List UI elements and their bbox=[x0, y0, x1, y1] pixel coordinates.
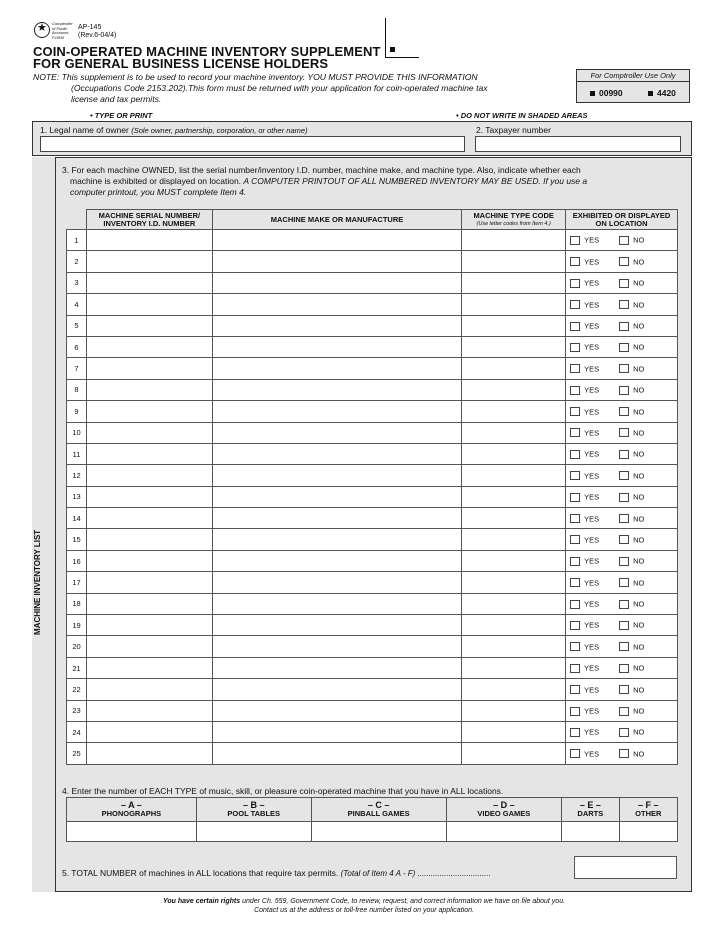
machine-make-cell[interactable] bbox=[212, 230, 462, 251]
no-checkbox[interactable] bbox=[619, 471, 629, 480]
machine-make-cell[interactable] bbox=[212, 550, 462, 571]
row-number: 11 bbox=[67, 443, 87, 464]
yes-checkbox[interactable] bbox=[570, 300, 580, 309]
no-checkbox[interactable] bbox=[619, 664, 629, 673]
machine-type-header: – B – POOL TABLES bbox=[196, 798, 311, 822]
table-row bbox=[67, 615, 678, 636]
yes-label: YES bbox=[584, 685, 600, 695]
yes-checkbox[interactable] bbox=[570, 514, 580, 523]
yes-label: YES bbox=[584, 492, 600, 502]
no-label: NO bbox=[633, 556, 645, 566]
exhibited-cell bbox=[566, 358, 678, 379]
machine-make-cell[interactable] bbox=[212, 615, 462, 636]
exhibited-cell bbox=[566, 636, 678, 657]
no-checkbox[interactable] bbox=[619, 642, 629, 651]
yes-checkbox[interactable] bbox=[570, 364, 580, 373]
yes-checkbox[interactable] bbox=[570, 578, 580, 587]
machine-type-cell[interactable] bbox=[462, 294, 566, 315]
yes-label: YES bbox=[584, 278, 600, 288]
no-checkbox[interactable] bbox=[619, 407, 629, 416]
machine-type-count-field[interactable] bbox=[562, 822, 620, 842]
table-row bbox=[67, 550, 678, 571]
no-checkbox[interactable] bbox=[619, 621, 629, 630]
serial-number-cell[interactable] bbox=[86, 230, 212, 251]
serial-number-cell[interactable] bbox=[86, 379, 212, 400]
table-row bbox=[67, 251, 678, 272]
no-checkbox[interactable] bbox=[619, 535, 629, 544]
yes-checkbox[interactable] bbox=[570, 728, 580, 737]
exhibited-cell bbox=[566, 593, 678, 614]
row-number: 16 bbox=[67, 550, 87, 571]
yes-label: YES bbox=[584, 257, 600, 267]
yes-checkbox[interactable] bbox=[570, 535, 580, 544]
table-row bbox=[67, 679, 678, 700]
yes-label: YES bbox=[584, 556, 600, 566]
machine-make-cell[interactable] bbox=[212, 251, 462, 272]
serial-number-cell[interactable] bbox=[86, 251, 212, 272]
row-number: 21 bbox=[67, 657, 87, 678]
exhibited-cell bbox=[566, 615, 678, 636]
serial-number-cell[interactable] bbox=[86, 572, 212, 593]
table-row bbox=[67, 593, 678, 614]
exhibited-cell bbox=[566, 572, 678, 593]
item3-instructions: 3. For each machine OWNED, list the serial number/inventory I.D. number, machine make, and machine type. Also, indicate whether each machine is exhibited or displayed on location. A COMPUTER PRINTOUT OF ALL NUMBERED INVENTORY MAY BE USED. If you use a computer printout, you MUST complete Item 4. bbox=[62, 165, 588, 197]
machine-make-cell[interactable] bbox=[212, 486, 462, 507]
yes-label: YES bbox=[584, 235, 600, 245]
table-row bbox=[67, 272, 678, 293]
exhibited-cell bbox=[566, 294, 678, 315]
machine-make-cell[interactable] bbox=[212, 743, 462, 764]
row-number: 19 bbox=[67, 615, 87, 636]
yes-label: YES bbox=[584, 342, 600, 352]
no-checkbox[interactable] bbox=[619, 728, 629, 737]
yes-checkbox[interactable] bbox=[570, 428, 580, 437]
machine-make-cell[interactable] bbox=[212, 401, 462, 422]
machine-make-cell[interactable] bbox=[212, 272, 462, 293]
row-number: 3 bbox=[67, 272, 87, 293]
row-number: 10 bbox=[67, 422, 87, 443]
no-label: NO bbox=[633, 599, 645, 609]
no-label: NO bbox=[633, 257, 645, 267]
table-row bbox=[67, 336, 678, 357]
yes-label: YES bbox=[584, 300, 600, 310]
yes-checkbox[interactable] bbox=[570, 557, 580, 566]
machine-make-cell[interactable] bbox=[212, 593, 462, 614]
machine-type-count-field[interactable] bbox=[619, 822, 677, 842]
yes-label: YES bbox=[584, 599, 600, 609]
table-row bbox=[67, 572, 678, 593]
machine-type-cell[interactable] bbox=[462, 615, 566, 636]
yes-label: YES bbox=[584, 620, 600, 630]
no-label: NO bbox=[633, 663, 645, 673]
machine-type-count-field[interactable] bbox=[446, 822, 562, 842]
row-number: 18 bbox=[67, 593, 87, 614]
state-seal-icon bbox=[34, 22, 50, 38]
machine-type-table bbox=[66, 797, 678, 842]
serial-number-cell[interactable] bbox=[86, 486, 212, 507]
no-checkbox[interactable] bbox=[619, 557, 629, 566]
exhibited-cell bbox=[566, 721, 678, 742]
machine-type-cell[interactable] bbox=[462, 679, 566, 700]
no-checkbox[interactable] bbox=[619, 236, 629, 245]
table-row bbox=[67, 721, 678, 742]
table-row bbox=[67, 230, 678, 251]
taxpayer-number-label: 2. Taxpayer number bbox=[476, 125, 551, 135]
machine-type-header: – D – VIDEO GAMES bbox=[446, 798, 562, 822]
serial-number-cell[interactable] bbox=[86, 636, 212, 657]
table-row bbox=[67, 529, 678, 550]
yes-checkbox[interactable] bbox=[570, 257, 580, 266]
form-title: COIN-OPERATED MACHINE INVENTORY SUPPLEMENT FOR GENERAL BUSINESS LICENSE HOLDERS bbox=[33, 44, 381, 71]
machine-type-cell[interactable] bbox=[462, 272, 566, 293]
machine-type-cell[interactable] bbox=[462, 315, 566, 336]
machine-type-header: – C – PINBALL GAMES bbox=[311, 798, 446, 822]
machine-type-header: – A – PHONOGRAPHS bbox=[67, 798, 197, 822]
serial-number-cell[interactable] bbox=[86, 294, 212, 315]
row-number: 23 bbox=[67, 700, 87, 721]
table-row bbox=[67, 636, 678, 657]
row-number: 9 bbox=[67, 401, 87, 422]
no-checkbox[interactable] bbox=[619, 514, 629, 523]
serial-number-cell[interactable] bbox=[86, 443, 212, 464]
machine-make-cell[interactable] bbox=[212, 636, 462, 657]
exhibited-cell bbox=[566, 443, 678, 464]
entry-mark bbox=[385, 18, 386, 58]
yes-checkbox[interactable] bbox=[570, 493, 580, 502]
no-checkbox[interactable] bbox=[619, 428, 629, 437]
table-row bbox=[67, 315, 678, 336]
no-label: NO bbox=[633, 385, 645, 395]
row-number: 5 bbox=[67, 315, 87, 336]
no-label: NO bbox=[633, 578, 645, 588]
header-exhibited: EXHIBITED OR DISPLAYED ON LOCATION bbox=[566, 210, 678, 230]
no-label: NO bbox=[633, 364, 645, 374]
machine-type-cell[interactable] bbox=[462, 401, 566, 422]
exhibited-cell bbox=[566, 272, 678, 293]
exhibited-cell bbox=[566, 508, 678, 529]
machine-type-cell[interactable] bbox=[462, 486, 566, 507]
no-checkbox[interactable] bbox=[619, 707, 629, 716]
no-checkbox[interactable] bbox=[619, 450, 629, 459]
machine-make-cell[interactable] bbox=[212, 294, 462, 315]
table-row bbox=[67, 743, 678, 764]
serial-number-cell[interactable] bbox=[86, 315, 212, 336]
row-number: 15 bbox=[67, 529, 87, 550]
serial-number-cell[interactable] bbox=[86, 529, 212, 550]
yes-checkbox[interactable] bbox=[570, 621, 580, 630]
no-label: NO bbox=[633, 449, 645, 459]
exhibited-cell bbox=[566, 379, 678, 400]
no-checkbox[interactable] bbox=[619, 300, 629, 309]
table-row bbox=[67, 358, 678, 379]
machine-type-cell[interactable] bbox=[462, 379, 566, 400]
no-label: NO bbox=[633, 492, 645, 502]
row-number: 12 bbox=[67, 465, 87, 486]
yes-checkbox[interactable] bbox=[570, 471, 580, 480]
machine-type-cell[interactable] bbox=[462, 657, 566, 678]
header-serial: MACHINE SERIAL NUMBER/ INVENTORY I.D. NUMBER bbox=[86, 210, 212, 230]
yes-label: YES bbox=[584, 663, 600, 673]
exhibited-cell bbox=[566, 743, 678, 764]
serial-number-cell[interactable] bbox=[86, 550, 212, 571]
type-or-print-note: • TYPE OR PRINT bbox=[90, 111, 153, 120]
yes-checkbox[interactable] bbox=[570, 600, 580, 609]
table-row bbox=[67, 422, 678, 443]
no-label: NO bbox=[633, 706, 645, 716]
yes-checkbox[interactable] bbox=[570, 685, 580, 694]
machine-type-cell[interactable] bbox=[462, 721, 566, 742]
no-label: NO bbox=[633, 514, 645, 524]
no-label: NO bbox=[633, 300, 645, 310]
row-number: 24 bbox=[67, 721, 87, 742]
machine-make-cell[interactable] bbox=[212, 657, 462, 678]
machine-make-cell[interactable] bbox=[212, 721, 462, 742]
serial-number-cell[interactable] bbox=[86, 700, 212, 721]
table-row bbox=[67, 657, 678, 678]
table-row bbox=[67, 401, 678, 422]
header-type: MACHINE TYPE CODE (Use letter codes from Item 4.) bbox=[462, 210, 566, 230]
yes-checkbox[interactable] bbox=[570, 236, 580, 245]
machine-type-cell[interactable] bbox=[462, 550, 566, 571]
machine-type-cell[interactable] bbox=[462, 700, 566, 721]
yes-checkbox[interactable] bbox=[570, 707, 580, 716]
machine-type-count-field[interactable] bbox=[196, 822, 311, 842]
machine-type-cell[interactable] bbox=[462, 443, 566, 464]
no-checkbox[interactable] bbox=[619, 493, 629, 502]
row-number: 17 bbox=[67, 572, 87, 593]
serial-number-cell[interactable] bbox=[86, 422, 212, 443]
no-label: NO bbox=[633, 685, 645, 695]
yes-label: YES bbox=[584, 642, 600, 652]
row-number: 8 bbox=[67, 379, 87, 400]
serial-number-cell[interactable] bbox=[86, 593, 212, 614]
machine-type-cell[interactable] bbox=[462, 336, 566, 357]
comptroller-code-2: 4420 bbox=[648, 88, 676, 98]
comptroller-use-heading: For Comptroller Use Only bbox=[577, 70, 689, 82]
no-label: NO bbox=[633, 642, 645, 652]
machine-type-header: – F – OTHER bbox=[619, 798, 677, 822]
machine-make-cell[interactable] bbox=[212, 422, 462, 443]
yes-checkbox[interactable] bbox=[570, 386, 580, 395]
yes-label: YES bbox=[584, 578, 600, 588]
exhibited-cell bbox=[566, 465, 678, 486]
exhibited-cell bbox=[566, 336, 678, 357]
inventory-table bbox=[66, 209, 678, 765]
entry-mark-line bbox=[385, 57, 419, 58]
machine-type-cell[interactable] bbox=[462, 529, 566, 550]
serial-number-cell[interactable] bbox=[86, 465, 212, 486]
serial-number-cell[interactable] bbox=[86, 721, 212, 742]
row-number: 13 bbox=[67, 486, 87, 507]
row-number: 14 bbox=[67, 508, 87, 529]
machine-make-cell[interactable] bbox=[212, 336, 462, 357]
no-label: NO bbox=[633, 428, 645, 438]
serial-number-cell[interactable] bbox=[86, 401, 212, 422]
machine-type-cell[interactable] bbox=[462, 465, 566, 486]
machine-make-cell[interactable] bbox=[212, 572, 462, 593]
machine-make-cell[interactable] bbox=[212, 529, 462, 550]
no-checkbox[interactable] bbox=[619, 578, 629, 587]
yes-label: YES bbox=[584, 449, 600, 459]
yes-label: YES bbox=[584, 706, 600, 716]
machine-make-cell[interactable] bbox=[212, 465, 462, 486]
machine-type-cell[interactable] bbox=[462, 358, 566, 379]
machine-type-count-field[interactable] bbox=[311, 822, 446, 842]
serial-number-cell[interactable] bbox=[86, 743, 212, 764]
machine-type-cell[interactable] bbox=[462, 422, 566, 443]
table-row bbox=[67, 465, 678, 486]
exhibited-cell bbox=[566, 315, 678, 336]
no-label: NO bbox=[633, 278, 645, 288]
exhibited-cell bbox=[566, 550, 678, 571]
no-checkbox[interactable] bbox=[619, 685, 629, 694]
serial-number-cell[interactable] bbox=[86, 508, 212, 529]
no-label: NO bbox=[633, 321, 645, 331]
no-label: NO bbox=[633, 407, 645, 417]
no-checkbox[interactable] bbox=[619, 364, 629, 373]
yes-checkbox[interactable] bbox=[570, 642, 580, 651]
comptroller-code-1: 00990 bbox=[590, 88, 623, 98]
yes-checkbox[interactable] bbox=[570, 664, 580, 673]
machine-type-cell[interactable] bbox=[462, 230, 566, 251]
machine-type-cell[interactable] bbox=[462, 251, 566, 272]
yes-checkbox[interactable] bbox=[570, 322, 580, 331]
yes-label: YES bbox=[584, 749, 600, 759]
exhibited-cell bbox=[566, 700, 678, 721]
exhibited-cell bbox=[566, 251, 678, 272]
serial-number-cell[interactable] bbox=[86, 657, 212, 678]
yes-label: YES bbox=[584, 364, 600, 374]
table-row bbox=[67, 508, 678, 529]
row-number: 25 bbox=[67, 743, 87, 764]
machine-type-cell[interactable] bbox=[462, 593, 566, 614]
no-label: NO bbox=[633, 749, 645, 759]
table-row bbox=[67, 700, 678, 721]
yes-checkbox[interactable] bbox=[570, 343, 580, 352]
form-note: NOTE: This supplement is to be used to record your machine inventory. YOU MUST PROVIDE THIS INFORMATION (Occupations Code 2153.202).This form must be returned with your application for coin-operated machine tax license and tax permits. bbox=[33, 72, 488, 104]
exhibited-cell bbox=[566, 679, 678, 700]
exhibited-cell bbox=[566, 230, 678, 251]
no-checkbox[interactable] bbox=[619, 749, 629, 758]
machine-type-cell[interactable] bbox=[462, 572, 566, 593]
no-checkbox[interactable] bbox=[619, 322, 629, 331]
machine-make-cell[interactable] bbox=[212, 443, 462, 464]
header-blank bbox=[67, 210, 87, 230]
table-row bbox=[67, 486, 678, 507]
machine-type-header: – E – DARTS bbox=[562, 798, 620, 822]
table-row bbox=[67, 294, 678, 315]
yes-checkbox[interactable] bbox=[570, 279, 580, 288]
no-checkbox[interactable] bbox=[619, 257, 629, 266]
inventory-side-label: MACHINE INVENTORY LIST bbox=[33, 529, 42, 635]
machine-make-cell[interactable] bbox=[212, 700, 462, 721]
taxpayer-number-field[interactable] bbox=[475, 136, 681, 152]
entry-square bbox=[390, 47, 395, 52]
total-machines-field[interactable] bbox=[574, 856, 677, 879]
no-checkbox[interactable] bbox=[619, 600, 629, 609]
row-number: 7 bbox=[67, 358, 87, 379]
yes-checkbox[interactable] bbox=[570, 450, 580, 459]
row-number: 6 bbox=[67, 336, 87, 357]
exhibited-cell bbox=[566, 422, 678, 443]
yes-checkbox[interactable] bbox=[570, 749, 580, 758]
row-number: 1 bbox=[67, 230, 87, 251]
no-label: NO bbox=[633, 727, 645, 737]
yes-label: YES bbox=[584, 514, 600, 524]
privacy-footer: You have certain rights under Ch. 559, Government Code, to review, request, and correct information we have on file about you. Contact us at the address or toll-free number listed on your application. bbox=[162, 898, 566, 914]
yes-label: YES bbox=[584, 535, 600, 545]
no-label: NO bbox=[633, 620, 645, 630]
header-make: MACHINE MAKE OR MANUFACTURE bbox=[212, 210, 462, 230]
do-not-write-note: • DO NOT WRITE IN SHADED AREAS bbox=[456, 111, 588, 120]
machine-type-cell[interactable] bbox=[462, 508, 566, 529]
agency-name: Comptroller of Public Accounts FORM bbox=[52, 21, 73, 40]
row-number: 2 bbox=[67, 251, 87, 272]
no-label: NO bbox=[633, 535, 645, 545]
machine-make-cell[interactable] bbox=[212, 508, 462, 529]
yes-label: YES bbox=[584, 727, 600, 737]
owner-name-label: 1. Legal name of owner (Sole owner, partnership, corporation, or other name) bbox=[40, 125, 308, 135]
exhibited-cell bbox=[566, 657, 678, 678]
serial-number-cell[interactable] bbox=[86, 358, 212, 379]
no-checkbox[interactable] bbox=[619, 343, 629, 352]
row-number: 20 bbox=[67, 636, 87, 657]
exhibited-cell bbox=[566, 486, 678, 507]
machine-make-cell[interactable] bbox=[212, 315, 462, 336]
machine-type-count-field[interactable] bbox=[67, 822, 197, 842]
no-label: NO bbox=[633, 471, 645, 481]
yes-checkbox[interactable] bbox=[570, 407, 580, 416]
yes-label: YES bbox=[584, 471, 600, 481]
table-row bbox=[67, 443, 678, 464]
yes-label: YES bbox=[584, 385, 600, 395]
serial-number-cell[interactable] bbox=[86, 336, 212, 357]
item5-total-label: 5. TOTAL NUMBER of machines in ALL locations that require tax permits. (Total of Item 4 A - F) ................................. bbox=[62, 868, 491, 878]
no-label: NO bbox=[633, 342, 645, 352]
yes-label: YES bbox=[584, 407, 600, 417]
owner-name-field[interactable] bbox=[40, 136, 465, 152]
yes-label: YES bbox=[584, 321, 600, 331]
item4-instructions: 4. Enter the number of EACH TYPE of music, skill, or pleasure coin-operated machine that you have in ALL locations. bbox=[62, 786, 504, 796]
machine-type-cell[interactable] bbox=[462, 636, 566, 657]
machine-make-cell[interactable] bbox=[212, 679, 462, 700]
machine-make-cell[interactable] bbox=[212, 379, 462, 400]
form-number: AP-145 (Rev.6-04/4) bbox=[78, 24, 117, 39]
exhibited-cell bbox=[566, 529, 678, 550]
serial-number-cell[interactable] bbox=[86, 615, 212, 636]
no-label: NO bbox=[633, 235, 645, 245]
table-row bbox=[67, 379, 678, 400]
no-checkbox[interactable] bbox=[619, 279, 629, 288]
serial-number-cell[interactable] bbox=[86, 272, 212, 293]
yes-label: YES bbox=[584, 428, 600, 438]
machine-make-cell[interactable] bbox=[212, 358, 462, 379]
serial-number-cell[interactable] bbox=[86, 679, 212, 700]
row-number: 22 bbox=[67, 679, 87, 700]
no-checkbox[interactable] bbox=[619, 386, 629, 395]
row-number: 4 bbox=[67, 294, 87, 315]
exhibited-cell bbox=[566, 401, 678, 422]
machine-type-cell[interactable] bbox=[462, 743, 566, 764]
